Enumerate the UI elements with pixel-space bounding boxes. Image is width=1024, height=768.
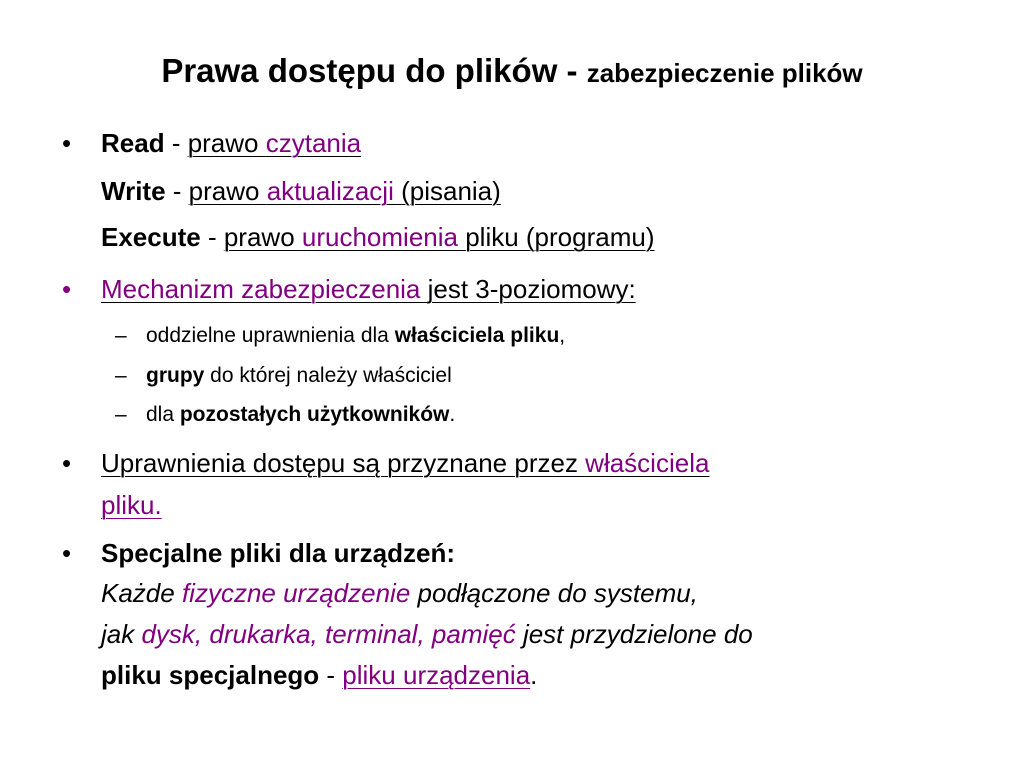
right-read bbox=[101, 128, 361, 159]
right-sep: - bbox=[164, 128, 188, 158]
device-file-link: pliku urządzenia bbox=[342, 660, 531, 690]
right-description: prawo czytania bbox=[187, 128, 362, 158]
bullet-special: • bbox=[62, 538, 72, 568]
right-execute bbox=[101, 222, 655, 253]
dash: – bbox=[115, 364, 127, 387]
special-line-2: jak dysk, drukarka, terminal, pamięć jest przydzielone do bbox=[101, 619, 753, 649]
level-group: grupy do której należy właściciel bbox=[146, 364, 452, 387]
granted-line-1 bbox=[101, 448, 709, 479]
right-description: prawo uruchomienia pliku (programu) bbox=[223, 222, 655, 252]
title-main: Prawa dostępu do plików - bbox=[161, 52, 587, 89]
bullet-rights: • bbox=[62, 128, 72, 158]
title-sub: zabezpieczenie plików bbox=[586, 58, 863, 88]
mechanism-line bbox=[101, 274, 636, 305]
right-sep: - bbox=[165, 176, 189, 206]
mechanism-text: Mechanizm zabezpieczenia jest 3-poziomowy: bbox=[101, 274, 636, 304]
level-others: dla pozostałych użytkowników. bbox=[146, 403, 456, 426]
right-name: Write bbox=[101, 176, 166, 206]
slide-title bbox=[0, 52, 1024, 90]
right-description: prawo aktualizacji (pisania) bbox=[188, 176, 501, 206]
right-sep: - bbox=[200, 222, 224, 252]
granted-line-2 bbox=[101, 490, 162, 521]
dash: – bbox=[115, 324, 127, 347]
right-write bbox=[101, 176, 501, 207]
granted-text: Uprawnienia dostępu są przyznane przez właściciela bbox=[101, 448, 710, 478]
granted-accent: pliku. bbox=[101, 490, 162, 520]
special-heading: Specjalne pliki dla urządzeń: bbox=[101, 538, 455, 568]
special-line-3: pliku specjalnego - pliku urządzenia. bbox=[101, 660, 538, 690]
dash: – bbox=[115, 403, 127, 426]
right-name: Execute bbox=[101, 222, 201, 252]
special-line-1: Każde fizyczne urządzenie podłączone do systemu, bbox=[101, 578, 698, 608]
bullet-granted: • bbox=[62, 448, 72, 478]
level-owner: oddzielne uprawnienia dla właściciela pliku, bbox=[146, 324, 566, 347]
bullet-mechanism: • bbox=[62, 274, 72, 304]
right-name: Read bbox=[101, 128, 165, 158]
